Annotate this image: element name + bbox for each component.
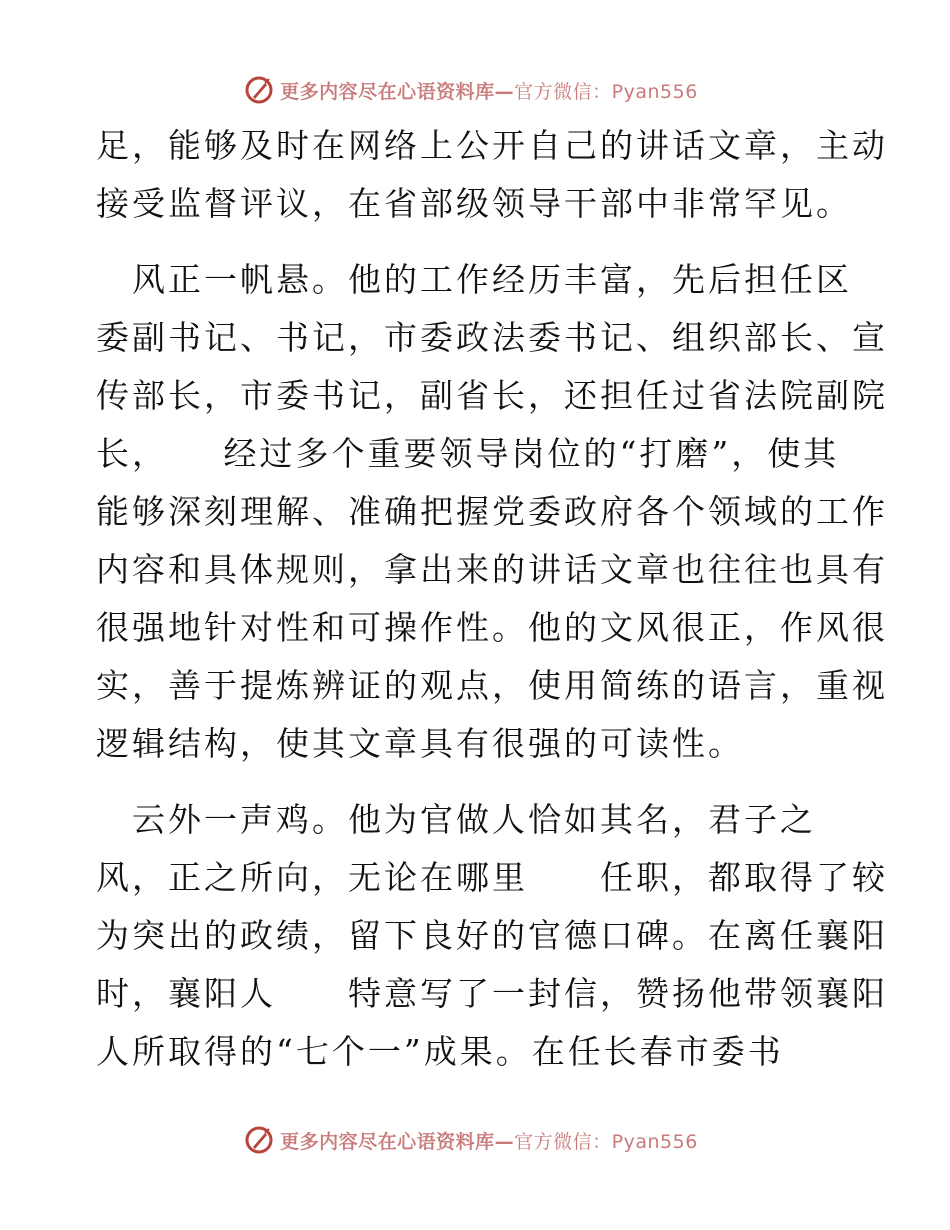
text-line: 人所取得的“七个一”成果。在任长春市委书 xyxy=(96,1032,784,1071)
text-line: 为突出的政绩，留下良好的官德口碑。在离任襄阳 xyxy=(96,916,888,955)
text-line: 接受监督评议，在省部级领导干部中非常罕见。 xyxy=(96,184,852,223)
footer-brand-text: 更多内容尽在心语资料库— xyxy=(280,1130,515,1153)
text-line: 风，正之所向，无论在哪里 任职，都取得了较 xyxy=(96,858,888,897)
footer-watermark xyxy=(0,1120,950,1160)
footer-wechat-text: 官方微信：Pyan556 xyxy=(514,1130,698,1153)
text-line: 长， 经过多个重要领导岗位的“打磨”，使其 xyxy=(96,434,840,473)
header-brand-text: 更多内容尽在心语资料库— xyxy=(280,80,515,103)
header-watermark xyxy=(0,70,950,110)
text-line: 风正一帆悬。他的工作经历丰富，先后担任区 xyxy=(96,260,852,299)
text-line: 很强地针对性和可操作性。他的文风很正，作风很 xyxy=(96,608,888,647)
text-line: 内容和具体规则，拿出来的讲话文章也往往也具有 xyxy=(96,550,888,589)
text-line: 能够深刻理解、准确把握党委政府各个领域的工作 xyxy=(96,492,888,531)
text-line: 足，能够及时在网络上公开自己的讲话文章，主动 xyxy=(96,126,888,165)
text-line: 时，襄阳人 特意写了一封信，赞扬他带领襄阳 xyxy=(96,974,888,1013)
text-line: 委副书记、书记，市委政法委书记、组织部长、宣 xyxy=(96,318,888,357)
text-line: 云外一声鸡。他为官做人恰如其名，君子之 xyxy=(96,800,816,839)
pen-logo-icon xyxy=(244,1125,274,1155)
header-wechat-text: 官方微信：Pyan556 xyxy=(514,80,698,103)
text-line: 实，善于提炼辨证的观点，使用简练的语言，重视 xyxy=(96,666,888,705)
pen-logo-icon xyxy=(244,75,274,105)
text-line: 传部长，市委书记，副省长，还担任过省法院副院 xyxy=(96,376,888,415)
text-line: 逻辑结构，使其文章具有很强的可读性。 xyxy=(96,724,744,763)
